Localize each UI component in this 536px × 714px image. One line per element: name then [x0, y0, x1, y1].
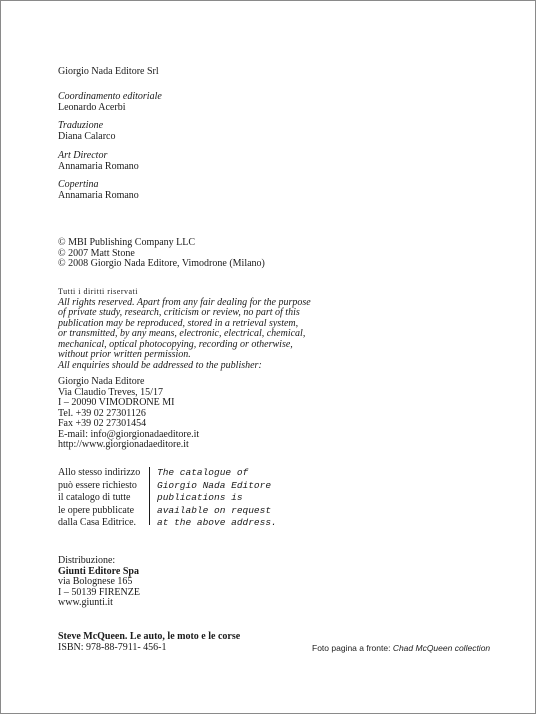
catalogue-line: publications is	[157, 492, 243, 503]
copyright-line: © MBI Publishing Company LLC	[58, 237, 196, 248]
credit-cover	[58, 180, 139, 201]
photo-caption	[312, 643, 490, 653]
rights-line: publication may be reproduced, stored in a retrieval system,	[58, 317, 299, 329]
credit-role: Art Director	[58, 150, 108, 161]
distribution-block	[58, 556, 140, 609]
catalogue-line: Giorgio Nada Editore	[157, 479, 272, 491]
credit-role: Traduzione	[58, 120, 104, 131]
catalogue-english	[157, 467, 277, 530]
address-block	[58, 377, 199, 451]
credit-role: Copertina	[58, 179, 99, 190]
catalogue-line: at the above address.	[157, 517, 277, 528]
address-line: Fax +39 02 27301454	[58, 418, 147, 429]
copyright-line: © 2007 Matt Stone	[58, 247, 135, 259]
catalogue-line: The catalogue of	[157, 467, 249, 478]
book-title: Steve McQueen. Le auto, le moto e le corse	[58, 631, 241, 642]
catalogue-line: dalla Casa Editrice.	[58, 517, 137, 528]
address-line: Tel. +39 02 27301126	[58, 407, 146, 419]
rights-line: mechanical, optical photocopying, recording or otherwise,	[58, 338, 293, 350]
copyright-line: © 2008 Giorgio Nada Editore, Vimodrone (Milano)	[58, 258, 265, 269]
catalogue-line: il catalogo di tutte	[58, 492, 131, 503]
distribution-line: I – 50139 FIRENZE	[58, 586, 140, 598]
address-line: E-mail: info@giorgionadaeditore.it	[58, 428, 200, 440]
address-line: http://www.giorgionadaeditore.it	[58, 439, 189, 450]
catalogue-line: le opere pubblicate	[58, 504, 135, 516]
rights-line: All enquiries should be addressed to the publisher:	[58, 359, 262, 371]
rights-heading: Tutti i diritti riservati	[58, 287, 138, 296]
column-divider	[149, 467, 150, 525]
catalogue-line: Allo stesso indirizzo	[58, 467, 141, 478]
publisher-name: Giorgio Nada Editore Srl	[58, 66, 159, 77]
address-line: I – 20090 VIMODRONE MI	[58, 397, 175, 408]
photo-caption-prefix: Foto pagina a fronte:	[312, 643, 393, 653]
photo-caption-credit: Chad McQueen collection	[392, 643, 491, 653]
rights-block	[58, 287, 311, 371]
rights-line: All rights reserved. Apart from any fair dealing for the purpose	[58, 296, 311, 308]
credit-name: Annamaria Romano	[58, 160, 139, 172]
distribution-line: www.giunti.it	[58, 597, 113, 608]
distribution-label: Distribuzione:	[58, 555, 116, 566]
catalogue-line: può essere richiesto	[58, 479, 137, 491]
address-line: Via Claudio Treves, 15/17	[58, 386, 163, 398]
copyright-block	[58, 238, 265, 270]
credit-name: Diana Calarco	[58, 130, 116, 142]
credit-coordination	[58, 92, 162, 113]
credit-art-director	[58, 151, 139, 172]
catalogue-line: available on request	[157, 504, 272, 516]
credit-name: Annamaria Romano	[58, 189, 139, 201]
address-line: Giorgio Nada Editore	[58, 376, 145, 387]
rights-line: without prior written permission.	[58, 349, 191, 360]
rights-line: or transmitted, by any means, electronic, electrical, chemical,	[58, 328, 306, 339]
distribution-company: Giunti Editore Spa	[58, 565, 139, 577]
distribution-line: via Bolognese 165	[58, 576, 133, 587]
credit-name: Leonardo Acerbi	[58, 101, 126, 113]
book-info	[58, 632, 240, 653]
isbn: ISBN: 978-88-7911- 456-1	[58, 641, 167, 653]
rights-line: of private study, research, criticism or review, no part of this	[58, 307, 300, 318]
credit-role: Coordinamento editoriale	[58, 91, 162, 102]
credit-translation	[58, 121, 115, 142]
catalogue-italian	[58, 467, 140, 530]
